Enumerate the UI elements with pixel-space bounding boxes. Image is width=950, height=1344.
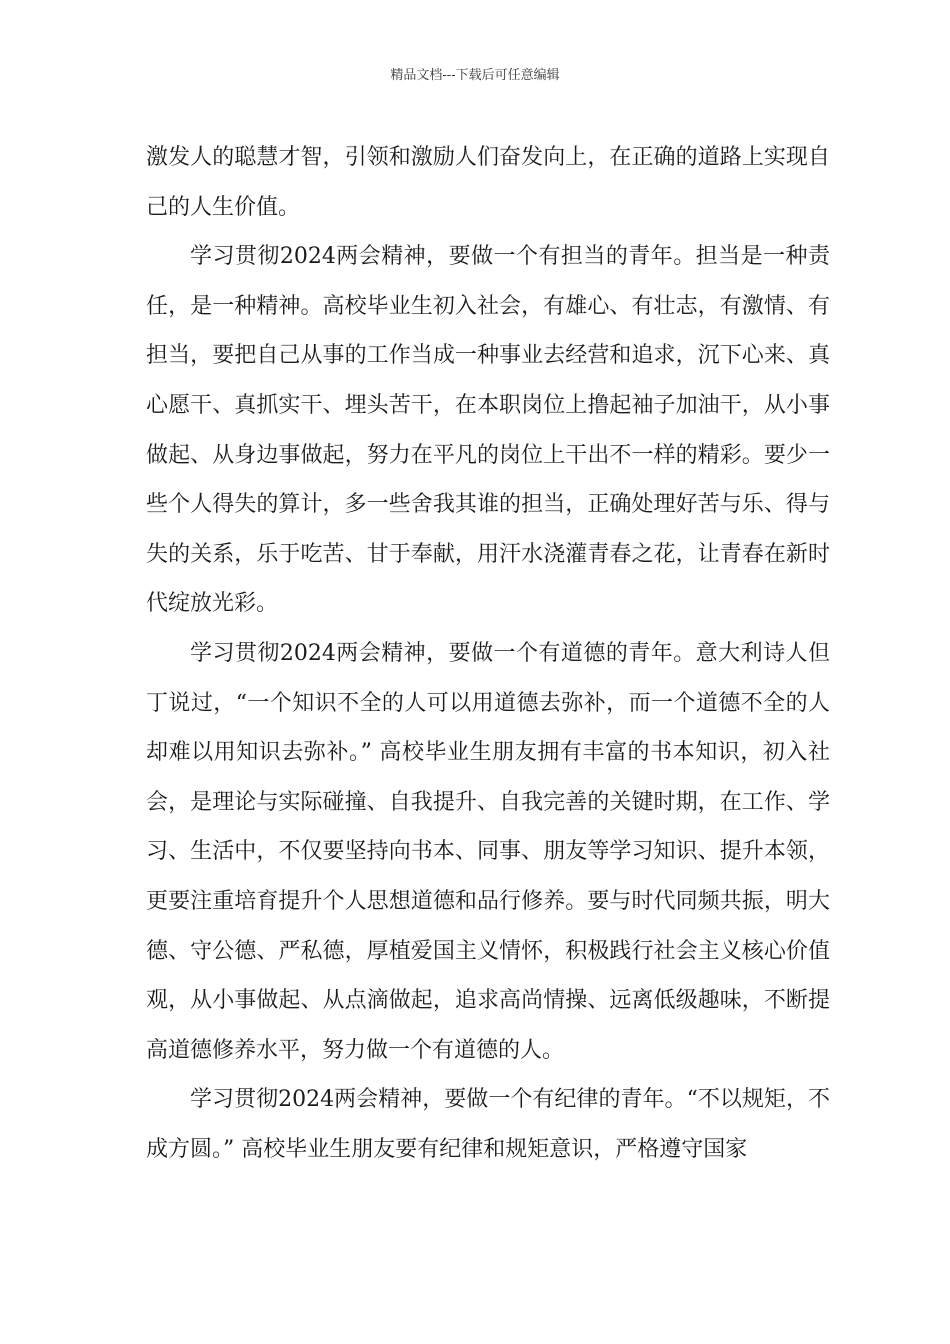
page-header: 精品文档---下载后可任意编辑 <box>390 68 560 83</box>
paragraph-2: 学习贯彻2024两会精神，要做一个有担当的青年。担当是一种责任，是一种精神。高校毕业生初入社会，有雄心、有壮志，有激情、有担当，要把自己从事的工作当成一种事业去经营和追求，沉下心来、真心愿干、真抓实干、埋头苦干，在本职岗位上撸起袖子加油干，从小事做起、从身边事做起，努力在平凡的岗位上干出不一样的精彩。要少一些个人得失的算计，多一些舍我其谁的担当，正确处理好苦与乐、得与失的关系，乐于吃苦、甘于奉献，用汗水浇灌青春之花，让青春在新时代绽放光彩。 <box>146 244 830 617</box>
paragraph-3: 学习贯彻2024两会精神，要做一个有道德的青年。意大利诗人但丁说过，“一个知识不全的人可以用道德去弥补，而一个道德不全的人却难以用知识去弥补。” 高校毕业生朋友拥有丰富的书本知识，初入社会，是理论与实际碰撞、自我提升、自我完善的关键时期，在工作、学习、生活中，不仅要坚持向书本、同事、朋友等学习知识、提升本领，更要注重培育提升个人思想道德和品行修养。要与时代同频共振，明大德、守公德、严私德，厚植爱国主义情怀，积极践行社会主义核心价值观，从小事做起、从点滴做起，追求高尚情操、远离低级趣味，不断提高道德修养水平，努力做一个有道德的人。 <box>146 640 830 1063</box>
document-body <box>146 133 830 1174</box>
paragraph-4: 学习贯彻2024两会精神，要做一个有纪律的青年。“不以规矩，不成方圆。” 高校毕业生朋友要有纪律和规矩意识，严格遵守国家 <box>146 1087 830 1162</box>
paragraph-1: 激发人的聪慧才智，引领和激励人们奋发向上，在正确的道路上实现自己的人生价值。 <box>146 145 830 220</box>
